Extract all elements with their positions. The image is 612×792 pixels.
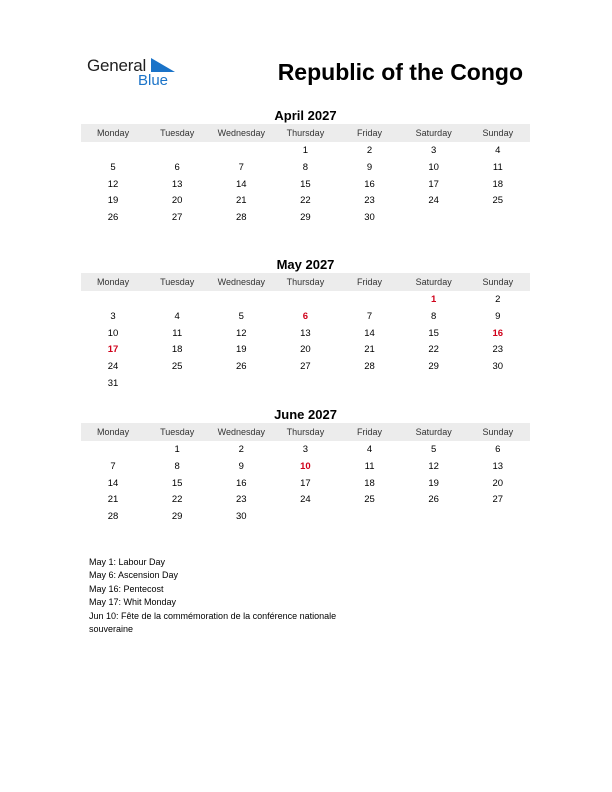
day-cell: 16	[364, 178, 375, 190]
day-cell: 25	[171, 361, 183, 373]
day-cell: 25	[492, 195, 504, 207]
day-cell: 13	[300, 327, 311, 339]
day-cell	[209, 292, 273, 309]
weekday-label: Tuesday	[160, 128, 195, 138]
day-cell: 28	[107, 511, 119, 523]
day-cell: 18	[364, 477, 375, 489]
day-cell: 3	[302, 444, 309, 455]
weekday-header	[81, 423, 530, 441]
day-cell: 14	[236, 178, 247, 190]
day-cell: 1	[302, 145, 309, 156]
day-cell	[466, 210, 530, 227]
week-row	[81, 342, 530, 359]
day-cell: 19	[107, 195, 119, 207]
day-cell: 18	[171, 344, 183, 356]
weekday-label: Sunday	[482, 128, 514, 138]
day-cell	[209, 376, 273, 393]
day-cell-holiday: 17	[107, 344, 119, 356]
day-cell: 20	[300, 344, 311, 356]
day-cell	[466, 376, 530, 393]
weekday-label: Saturday	[415, 128, 452, 138]
weekday-label: Monday	[97, 277, 130, 287]
day-cell	[209, 143, 273, 160]
weekday-header	[81, 124, 530, 142]
weekday-header	[81, 273, 530, 291]
day-cell: 28	[364, 361, 375, 373]
day-cell: 9	[238, 460, 244, 472]
day-cell: 23	[364, 195, 375, 207]
day-cell-holiday: 6	[302, 310, 309, 322]
day-cell: 15	[428, 327, 439, 339]
month-title: June 2027	[274, 407, 337, 422]
page-title: Republic of the Congo	[277, 59, 523, 85]
day-cell: 29	[428, 361, 439, 373]
weekday-label: Tuesday	[160, 427, 195, 437]
day-cell: 27	[300, 361, 311, 373]
day-cell: 25	[364, 494, 375, 506]
day-cell: 30	[236, 511, 247, 523]
logo	[87, 56, 187, 92]
day-cell: 19	[236, 344, 247, 356]
day-cell: 21	[236, 195, 247, 207]
day-cell: 1	[174, 444, 180, 455]
weekday-label: Sunday	[482, 427, 514, 437]
week-row	[81, 442, 530, 459]
week-row	[81, 492, 530, 509]
day-cell: 9	[366, 161, 373, 173]
day-cell: 12	[236, 327, 247, 339]
month-block-1	[81, 257, 530, 393]
day-cell: 10	[107, 327, 119, 339]
holiday-note: May 16: Pentecost	[89, 583, 164, 594]
day-cell: 22	[171, 494, 183, 506]
day-cell: 2	[366, 145, 373, 156]
month-title: May 2027	[276, 257, 335, 272]
week-row	[81, 292, 530, 309]
day-cell: 26	[236, 361, 247, 373]
day-cell	[145, 143, 209, 160]
day-cell	[466, 509, 530, 526]
day-cell: 24	[428, 195, 439, 207]
day-cell: 22	[428, 344, 439, 356]
day-cell: 7	[238, 161, 244, 173]
day-cell: 11	[172, 327, 183, 339]
day-cell: 20	[171, 195, 183, 207]
day-cell: 5	[110, 161, 116, 173]
weekday-label: Thursday	[286, 128, 325, 138]
weekday-label: Monday	[97, 427, 130, 437]
day-cell: 29	[171, 511, 183, 523]
week-row	[81, 459, 530, 476]
day-cell-holiday: 10	[300, 460, 311, 472]
day-cell: 24	[300, 494, 311, 506]
day-cell	[273, 509, 337, 526]
day-cell	[145, 376, 209, 393]
week-row	[81, 177, 530, 194]
day-cell-holiday: 1	[431, 294, 437, 305]
day-cell: 30	[492, 361, 504, 373]
day-cell: 30	[364, 212, 375, 224]
day-cell	[273, 292, 337, 309]
weekday-label: Friday	[357, 427, 383, 437]
day-cell: 9	[495, 310, 501, 322]
logo-general-text: General	[87, 56, 147, 75]
day-cell	[81, 143, 145, 160]
day-cell: 23	[236, 494, 247, 506]
day-cell: 26	[428, 494, 439, 506]
week-row	[81, 160, 530, 177]
weekday-label: Friday	[357, 128, 383, 138]
day-cell	[338, 292, 402, 309]
week-row	[81, 210, 530, 227]
weekday-label: Wednesday	[217, 277, 265, 287]
weekday-label: Monday	[97, 128, 130, 138]
day-cell: 6	[174, 161, 180, 173]
day-cell: 21	[364, 344, 375, 356]
week-row	[81, 476, 530, 493]
day-cell: 28	[236, 212, 247, 224]
day-cell: 5	[431, 444, 437, 455]
month-block-0	[81, 108, 530, 227]
holiday-note: May 6: Ascension Day	[89, 570, 179, 581]
day-cell: 17	[428, 178, 439, 190]
week-row	[81, 359, 530, 376]
day-cell: 31	[107, 377, 119, 389]
weekday-label: Wednesday	[217, 427, 265, 437]
day-cell: 29	[300, 212, 311, 224]
day-cell: 7	[110, 460, 116, 472]
logo-flag-icon	[151, 58, 175, 72]
day-cell: 18	[492, 178, 504, 190]
day-cell: 13	[492, 460, 504, 472]
day-cell: 10	[428, 161, 439, 173]
day-cell: 6	[495, 444, 501, 455]
day-cell	[338, 509, 402, 526]
day-cell: 17	[300, 477, 311, 489]
day-cell: 8	[174, 460, 180, 472]
day-cell: 8	[302, 161, 309, 173]
weekday-label: Saturday	[415, 277, 452, 287]
day-cell: 12	[107, 178, 119, 190]
day-cell: 27	[492, 494, 504, 506]
day-cell: 15	[300, 178, 311, 190]
day-cell: 19	[428, 477, 439, 489]
day-cell: 2	[238, 444, 244, 455]
day-cell	[402, 509, 466, 526]
day-cell: 8	[431, 310, 437, 322]
weekday-label: Friday	[357, 277, 383, 287]
day-cell: 16	[236, 477, 247, 489]
week-row	[81, 376, 530, 393]
weekday-label: Tuesday	[160, 277, 195, 287]
day-cell	[402, 210, 466, 227]
day-cell	[145, 292, 209, 309]
day-cell	[338, 376, 402, 393]
logo-blue-text: Blue	[138, 72, 169, 89]
week-row	[81, 143, 530, 160]
holiday-note: May 1: Labour Day	[89, 557, 166, 567]
day-cell: 14	[107, 477, 119, 489]
day-cell: 20	[492, 477, 504, 489]
day-cell: 21	[107, 494, 119, 506]
day-cell: 7	[366, 310, 373, 322]
week-row	[81, 193, 530, 210]
day-cell: 3	[431, 145, 437, 156]
day-cell: 4	[174, 310, 180, 322]
day-cell: 11	[492, 161, 503, 173]
month-title: April 2027	[274, 108, 337, 123]
weekday-label: Sunday	[482, 277, 514, 287]
day-cell: 14	[364, 327, 375, 339]
day-cell: 12	[428, 460, 439, 472]
day-cell: 26	[107, 212, 119, 224]
day-cell: 27	[171, 212, 183, 224]
day-cell: 5	[238, 310, 244, 322]
week-row	[81, 326, 530, 343]
day-cell: 2	[495, 294, 501, 305]
week-row	[81, 509, 530, 526]
weekday-label: Saturday	[415, 427, 452, 437]
day-cell: 3	[110, 310, 116, 322]
day-cell: 24	[107, 361, 119, 373]
day-cell: 23	[492, 344, 504, 356]
holiday-notes	[89, 556, 349, 636]
day-cell	[81, 442, 145, 459]
day-cell	[402, 376, 466, 393]
holiday-note: May 17: Whit Monday	[89, 597, 177, 608]
day-cell	[273, 376, 337, 393]
month-block-2	[81, 407, 530, 526]
week-row	[81, 309, 530, 326]
day-cell	[81, 292, 145, 309]
day-cell: 15	[171, 477, 183, 489]
day-cell: 4	[495, 145, 501, 156]
weekday-label: Thursday	[286, 427, 325, 437]
day-cell: 4	[366, 444, 373, 455]
weekday-label: Wednesday	[217, 128, 265, 138]
holiday-note: Jun 10: Fête de la commémoration de la conférence nationale souveraine	[89, 610, 337, 635]
day-cell: 13	[171, 178, 183, 190]
day-cell: 22	[300, 195, 311, 207]
day-cell-holiday: 16	[492, 327, 504, 339]
day-cell: 11	[364, 460, 375, 472]
weekday-label: Thursday	[286, 277, 325, 287]
